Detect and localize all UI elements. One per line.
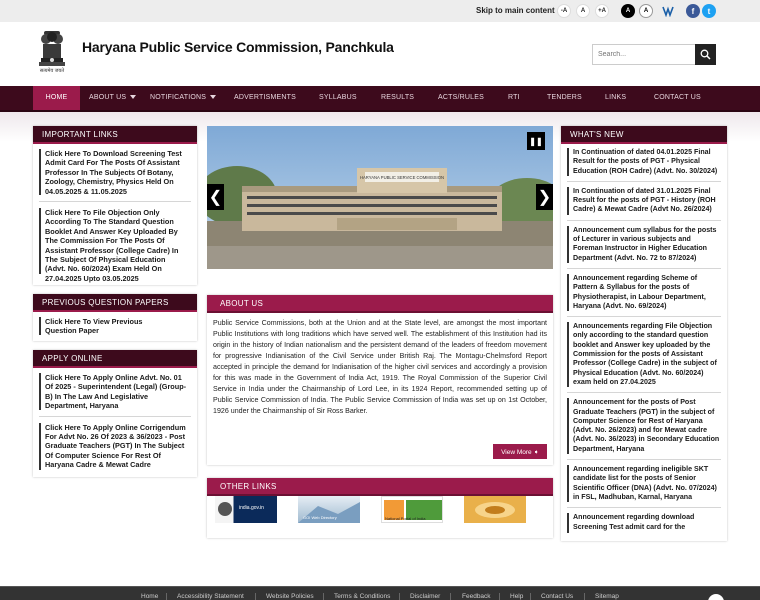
footer-link-feedback[interactable]: Feedback	[462, 593, 491, 600]
footer-divider	[399, 593, 400, 600]
important-links-panel	[33, 126, 197, 285]
nav-contact-us[interactable]: CONTACT US	[654, 94, 701, 101]
apply-online-item[interactable]	[33, 419, 197, 473]
previous-paper-text[interactable]: Click Here To View Previous Question Paper	[45, 317, 143, 336]
footer-link-sitemap[interactable]: Sitemap	[595, 593, 619, 600]
news-item[interactable]	[561, 319, 727, 390]
news-text[interactable]: Announcement cum syllabus for the posts of Lecturer in various subjects and Foreman Instructor in Higher Education Department (Advt. No. 72 to 87/2024)	[573, 225, 717, 262]
news-item[interactable]	[561, 184, 727, 218]
state-emblem-logo[interactable]	[35, 27, 69, 79]
footer-link-disclaimer[interactable]: Disclaimer	[410, 593, 441, 600]
divider	[567, 181, 721, 182]
nav-syllabus[interactable]: SYLLABUS	[319, 94, 357, 101]
national-portal-logo[interactable]	[381, 496, 443, 523]
chevron-down-icon	[210, 95, 216, 99]
building-sign: HARYANA PUBLIC SERVICE COMMISSION	[359, 175, 445, 180]
important-link-text[interactable]: Click Here To Download Screening Test Admit Card For The Posts Of Assistant Professor In The Subjects Of Botany, Zoology, Chemistry, Physics Held On 04.05.2025 & 11.05.2025	[45, 149, 182, 196]
search-button[interactable]	[695, 44, 716, 65]
news-marker	[567, 226, 569, 263]
nav-results[interactable]: RESULTS	[381, 94, 415, 101]
footer-divider	[166, 593, 167, 600]
font-increase-button[interactable]: +A	[595, 4, 609, 18]
divider	[567, 220, 721, 221]
other-links-title: OTHER LINKS	[207, 478, 553, 496]
apply-online-text[interactable]: Click Here To Apply Online Advt. No. 01 Of 2025 - Superintendent (Legal) (Group-B) In The Law And Legislative Department, Haryana	[45, 373, 187, 411]
news-item[interactable]	[561, 271, 727, 314]
search-input[interactable]	[593, 45, 697, 64]
goi-web-directory-label: GOI Web Directory	[303, 515, 337, 520]
news-marker	[567, 322, 569, 387]
news-text[interactable]: Announcements regarding File Objection only according to the standard question booklet and Answer key uploaded by the Commission for the posts of Assistant Professor (College Cadre) in the subject of Physical Education (Advt. No. 60/2024) exam held on 27.04.2025	[573, 322, 717, 386]
news-marker	[567, 148, 569, 176]
news-item[interactable]	[561, 510, 727, 535]
important-link-item[interactable]	[33, 144, 197, 199]
news-marker	[567, 274, 569, 311]
news-item[interactable]	[561, 395, 727, 457]
news-marker	[567, 465, 569, 502]
footer-link-accessibility[interactable]: Accessibility Statement	[177, 593, 244, 600]
apply-online-text[interactable]: Click Here To Apply Online Corrigendum For Advt No. 26 Of 2023 & 36/2023 - Post Graduate Teachers (PGT) In The Subject Of Computer Science For Rest Of Haryana Cadre & Mewat Cadre	[45, 422, 186, 470]
news-item[interactable]	[561, 462, 727, 505]
important-link-text[interactable]: Click Here To File Objection Only According To The Standard Question Booklet And Answer Key Uploaded By The Commission For The Posts Of Assistant Professor (College Cadre) In The Subject Of Physical Education (Advt. No. 60/2024) Exam Held On 27.04.2025 Upto 03.05.2025	[45, 208, 179, 283]
divider	[567, 316, 721, 317]
india-gov-logo[interactable]	[215, 496, 277, 523]
nav-acts-rules[interactable]: ACTS/RULES	[438, 94, 484, 101]
apply-online-panel	[33, 350, 197, 477]
nav-label: ABOUT US	[89, 94, 127, 101]
previous-paper-link[interactable]	[33, 312, 197, 339]
news-item[interactable]	[561, 144, 727, 179]
nav-rti[interactable]: RTI	[508, 94, 520, 101]
link-marker	[39, 423, 41, 470]
slider-next-button[interactable]: ❯	[536, 184, 553, 210]
high-contrast-button[interactable]: A	[621, 4, 635, 18]
footer-link-help[interactable]: Help	[510, 593, 524, 600]
footer-divider	[450, 593, 451, 600]
nav-notifications[interactable]	[150, 86, 216, 110]
national-portal-label: National Portal of India	[385, 516, 426, 521]
news-item[interactable]	[561, 223, 727, 266]
nav-advertisments[interactable]: ADVERTISMENTS	[234, 94, 296, 101]
search-box	[592, 44, 716, 65]
india-gov-label: india.gov.in	[239, 505, 264, 511]
about-us-title: ABOUT US	[207, 295, 553, 313]
footer-link-home[interactable]: Home	[141, 593, 159, 600]
scroll-to-top-button[interactable]	[708, 594, 724, 600]
divider	[567, 459, 721, 460]
apply-online-title: APPLY ONLINE	[33, 350, 197, 368]
footer-divider	[323, 593, 324, 600]
slider-pause-button[interactable]: ❚❚	[527, 132, 545, 150]
site-title[interactable]: Haryana Public Service Commission, Panchkula	[82, 39, 394, 55]
footer-divider	[584, 593, 585, 600]
image-slider	[207, 126, 553, 269]
site-header	[0, 22, 760, 86]
twitter-icon[interactable]: t	[702, 4, 716, 18]
whats-new-panel	[561, 126, 727, 541]
link-marker	[39, 373, 41, 410]
view-more-button[interactable]: View More ➧	[493, 444, 547, 459]
about-us-text: Public Service Commissions, both at the Union and at the State level, are amongst the most important Public Institutions with long traditions which have served well. The establishment of this Institution had its origin in the history of Indian nationalism and the persistent demand of the leaders of freedom movement for progressive Indianisation of the Civil Service under British Raj. The Montagu-Chelmsford Report accepted in principle the demand for Indianisation of the higher civil services and accordingly a provision for this was made in the Government of India Act, 1919. The Royal Commission of the Superior Civil Service in India under the Chairmanship of Lord Lee, in its 1924 Report, recommended setting up of Public Service Commission of India. The Public Service Commission of India was set up on 1st October, 1926 under the Chairmanship of Sir Ross Barker.	[213, 319, 547, 415]
footer-link-terms[interactable]: Terms & Conditions	[334, 593, 391, 600]
font-normal-button[interactable]: A	[576, 4, 590, 18]
whats-new-title: WHAT'S NEW	[561, 126, 727, 144]
news-text[interactable]: In Continuation of dated 31.01.2025 Final Result for the posts of PGT - History (ROH Cadre) & Mewat Cadre (Advt No. 26/2024)	[573, 186, 716, 214]
footer-link-contact[interactable]: Contact Us	[541, 593, 574, 600]
news-marker	[567, 513, 569, 533]
news-text[interactable]: In Continuation of dated 04.01.2025 Final Result for the posts of PGT - Physical Education (ROH Cadre) (Advt. No. 30/2024)	[573, 148, 718, 175]
link-marker	[39, 208, 41, 274]
news-text[interactable]: Announcement regarding ineligible SKT candidate list for the posts of Senior Scientific Officer (DNA) (Advt. No. 07/2024) in FSL, Madhuban, Karnal, Haryana	[573, 465, 717, 501]
nav-about-us[interactable]	[89, 86, 136, 110]
footer-link-policies[interactable]: Website Policies	[266, 593, 314, 600]
chevron-down-icon	[130, 95, 136, 99]
news-text[interactable]: Announcement regarding Scheme of Pattern & Syllabus for the posts of Physiotherapist, in Labour Department, Haryana (Advt. No. 69/2024)	[573, 273, 706, 310]
font-decrease-button[interactable]: -A	[557, 4, 571, 18]
nav-links[interactable]: LINKS	[605, 94, 627, 101]
normal-contrast-button[interactable]: A	[639, 4, 653, 18]
goi-web-directory-logo[interactable]	[298, 496, 360, 523]
news-marker	[567, 398, 569, 454]
nav-tenders[interactable]: TENDERS	[547, 94, 582, 101]
important-links-title: IMPORTANT LINKS	[33, 126, 197, 144]
emblem-caption: सत्यमेव जयते	[39, 68, 65, 74]
divider	[39, 201, 191, 202]
link-marker	[39, 317, 41, 335]
other-links-panel	[207, 478, 553, 538]
footer-divider	[499, 593, 500, 600]
main-nav	[0, 86, 760, 112]
nav-home[interactable]: HOME	[33, 86, 80, 110]
divider	[567, 392, 721, 393]
important-link-item[interactable]	[33, 204, 197, 286]
facebook-icon[interactable]: f	[686, 4, 700, 18]
site-footer	[0, 586, 760, 600]
partner-site-logo[interactable]	[464, 496, 526, 523]
footer-divider	[530, 593, 531, 600]
slider-prev-button[interactable]: ❮	[207, 184, 224, 210]
footer-divider	[255, 593, 256, 600]
screen-reader-icon[interactable]	[661, 5, 675, 17]
divider	[567, 268, 721, 269]
about-us-panel	[207, 295, 553, 465]
divider	[567, 507, 721, 508]
previous-papers-title: PREVIOUS QUESTION PAPERS	[33, 294, 197, 312]
utility-bar	[0, 0, 760, 22]
previous-papers-panel	[33, 294, 197, 341]
skip-to-main-link[interactable]: Skip to main content	[476, 6, 555, 15]
link-marker	[39, 149, 41, 195]
apply-online-item[interactable]	[33, 368, 197, 414]
news-text[interactable]: Announcement regarding download Screening Test admit card for the	[573, 513, 695, 531]
news-marker	[567, 187, 569, 215]
news-text[interactable]: Announcement for the posts of Post Graduate Teachers (PGT) in the subject of Computer Science for Rest of Haryana (Advt. No. 26/2023) and for Mewat cadre (Advt. No. 36/2023) in Secondary Education Department, Haryana	[573, 398, 720, 453]
nav-label: NOTIFICATIONS	[150, 94, 207, 101]
commission-building-photo	[207, 126, 553, 269]
search-icon	[700, 49, 711, 60]
divider	[39, 416, 191, 417]
